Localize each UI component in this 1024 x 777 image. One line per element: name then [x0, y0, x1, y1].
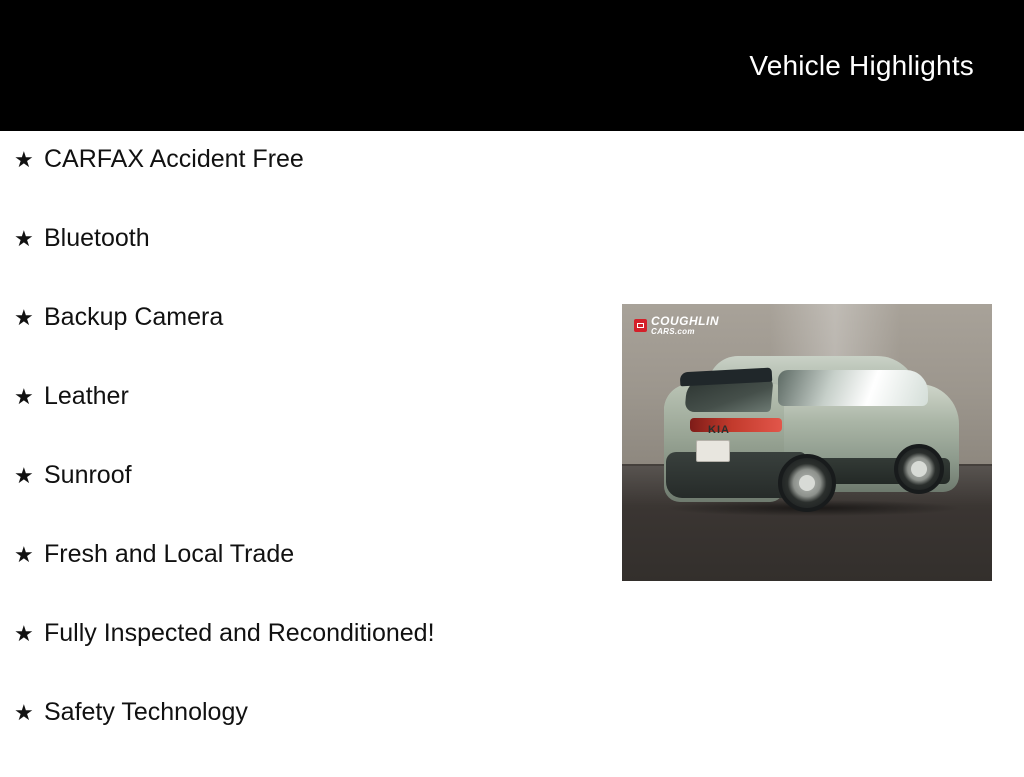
vehicle-badge: KIA — [708, 424, 730, 436]
star-icon: ★ — [14, 384, 34, 409]
rear-wheel — [778, 454, 836, 512]
vehicle-taillight — [690, 418, 782, 432]
dealer-site: CARS.com — [651, 327, 695, 336]
header-bar — [0, 0, 1024, 131]
vehicle-illustration — [650, 332, 970, 542]
wheel-hub — [911, 461, 927, 477]
vehicle-photo — [622, 304, 992, 581]
list-item — [0, 461, 600, 540]
dealer-logo-icon — [634, 319, 647, 332]
star-icon: ★ — [14, 305, 34, 330]
highlight-label: Bluetooth — [44, 224, 150, 252]
star-icon: ★ — [14, 147, 34, 172]
front-wheel — [894, 444, 944, 494]
highlight-label: Leather — [44, 382, 129, 410]
dealer-watermark-text — [651, 315, 719, 336]
highlight-label: Fresh and Local Trade — [44, 540, 295, 568]
page-title: Vehicle Highlights — [749, 50, 974, 81]
list-item — [0, 224, 600, 303]
list-item — [0, 619, 600, 698]
list-item — [0, 145, 600, 224]
highlight-label: Sunroof — [44, 461, 132, 489]
highlight-label: Backup Camera — [44, 303, 224, 331]
list-item — [0, 698, 600, 777]
star-icon: ★ — [14, 700, 34, 725]
list-item — [0, 382, 600, 461]
list-item — [0, 303, 600, 382]
star-icon: ★ — [14, 621, 34, 646]
vehicle-highlights-list — [0, 145, 600, 777]
dealer-watermark — [634, 315, 719, 336]
list-item — [0, 540, 600, 619]
wheel-hub — [799, 475, 815, 491]
highlight-label: CARFAX Accident Free — [44, 145, 304, 173]
star-icon: ★ — [14, 226, 34, 251]
highlight-label: Safety Technology — [44, 698, 248, 726]
star-icon: ★ — [14, 542, 34, 567]
vehicle-side-glass — [778, 370, 928, 406]
highlight-label: Fully Inspected and Reconditioned! — [44, 619, 435, 647]
license-plate — [696, 440, 730, 462]
star-icon: ★ — [14, 463, 34, 488]
dealer-name: COUGHLIN — [651, 314, 719, 328]
